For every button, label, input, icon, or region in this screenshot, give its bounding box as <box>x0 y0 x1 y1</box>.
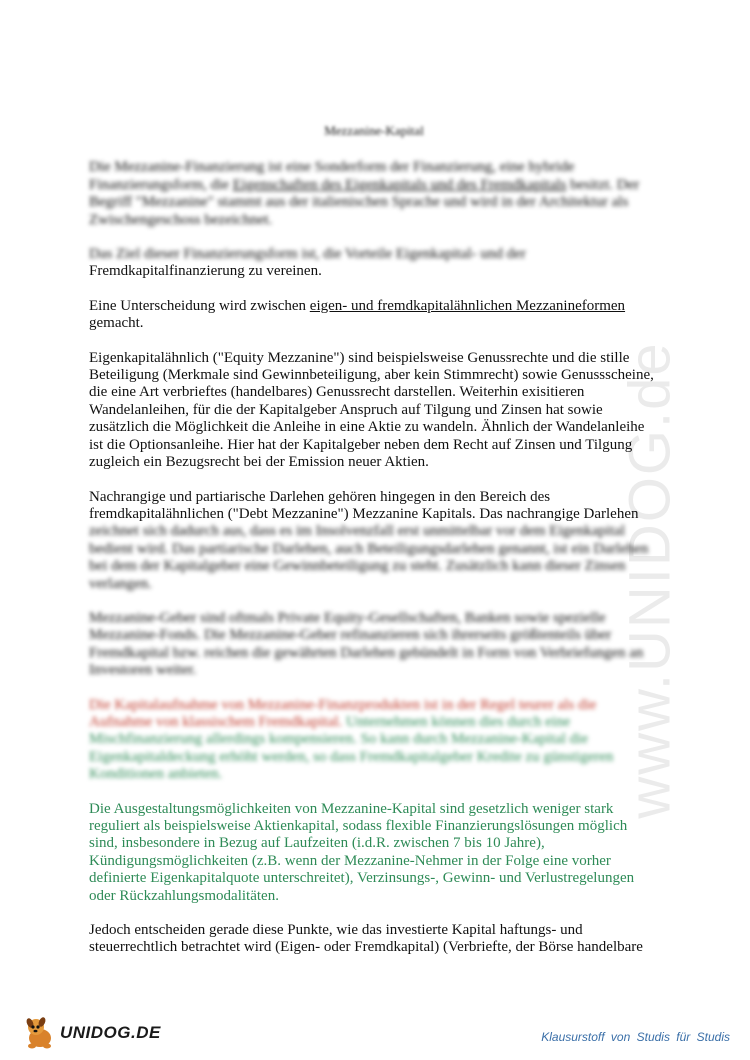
paragraph-debt-mezzanine <box>89 489 659 593</box>
costs-text-red: Die Kapitalaufnahme von Mezzanine-Finanzprodukten ist in der Regel teurer als die Aufnahme von klassischem Fremdkapital. <box>89 696 597 730</box>
logo-text: UNIDOG.DE <box>60 1023 161 1042</box>
paragraph-distinction <box>89 298 659 333</box>
unidog-logo[interactable] <box>22 1013 162 1053</box>
paragraph-mezzanine-providers: Mezzanine-Geber sind oftmals Private Equity-Gesellschaften, Banken sowie spezielle Mezzanine-Fonds. Die Mezzanine-Geber refinanzieren sich ihrerseits größtenteils über Fremdkapital bzw. reichen die gewährten Darlehen gebündelt in Form von Verbriefungen an Investoren weiter. <box>89 609 644 679</box>
intro-text-post: besitzt. Der Begriff "Mezzanine" stammt aus der italienischen Sprache und wird in der Architektur als Zwischengeschoss bezeichnet. <box>89 176 640 228</box>
footer-tagline: Klausurstoff von Studis für Studis <box>541 1030 730 1044</box>
dog-mascot-icon <box>22 1016 58 1050</box>
intro-text-pre: Die Mezzanine-Finanzierung ist eine Sonderform der Finanzierung, eine hybride Finanzierungsform, die <box>89 159 575 193</box>
paragraph-intro <box>89 159 659 229</box>
debt-text-blurred: zeichnet sich dadurch aus, dass es im Insolvenzfall erst unmittelbar vor dem Eigenkapital bedient wird. Das partiarische Darlehen, auch Beteiligungsdarlehen genannt, ist ein Darlehen bei dem der Kapitalgeber eine Gewinnbeteiligung zu steht. Zusätzlich kann dieser Zinsen verlangen. <box>89 523 649 592</box>
debt-text: Nachrangige und partiarische Darlehen gehören hingegen in den Bereich des fremdkapitalähnlichen ("Debt Mezzanine") Mezzanine Kapitals. Das nachrangige Darlehen <box>89 488 639 522</box>
goal-text-blurred: Das Ziel dieser Finanzierungsform ist, die Vorteile Eigenkapital- und der <box>89 246 526 263</box>
distinction-text-pre: Eine Unterscheidung wird zwischen <box>89 297 310 314</box>
watermark-text: www.UNIDOG.de <box>617 341 683 819</box>
paragraph-conclusion: Jedoch entscheiden gerade diese Punkte, wie das investierte Kapital haftungs- und steuerrechtlich betrachtet wird (Eigen- oder Fremdkapital) (Verbriefte, der Börse handelbare <box>89 922 643 956</box>
paragraph-goal <box>89 246 659 281</box>
intro-link[interactable]: Eigenschaften des Eigenkapitals und des Fremdkapitals <box>232 176 567 193</box>
paragraph-design-options: Die Ausgestaltungsmöglichkeiten von Mezzanine-Kapital sind gesetzlich weniger stark reguliert als beispielsweise Aktienkapital, sodass flexible Finanzierungslösungen möglich sind, insbesondere in Bezug auf Laufzeiten (i.d.R. zwischen 7 bis 10 Jahre), Kündigungsmöglichkeiten (z.B. wenn der Mezzanine-Nehmer in der Folge eine vorher definierte Eigenkapitalquote unterschreitet), Verzinsungs-, Gewinn- und Verlustregelungen oder Rückzahlungsmodalitäten. <box>89 800 635 904</box>
distinction-text-post: gemacht. <box>89 315 144 332</box>
goal-text: Fremdkapitalfinanzierung zu vereinen. <box>89 263 322 280</box>
paragraph-equity-mezzanine: Eigenkapitalähnlich ("Equity Mezzanine") sind beispielsweise Genussrechte und die stille Beteiligung (Merkmale sind Gewinnbeteiligung, aber kein Stimmrecht) sowie Genussscheine, die eine Art verbrieftes (handelbares) Genussrecht darstellen. Weiterhin exisitieren Wandelanleihen, für die der Kapitalgeber Anspruch auf Tilgung und Zinsen hat sowie zusätzlich die Möglichkeit die Anleihe in eine Aktie zu wandeln. Ähnlich der Wandelanleihe ist die Optionsanleihe. Hier hat der Kapitalgeber neben dem Recht auf Zinsen und Tilgung zugleich ein Bezugsrecht bei der Emission neuer Aktien. <box>89 349 654 471</box>
document-title: Mezzanine-Kapital <box>324 123 424 138</box>
paragraph-costs <box>89 697 659 784</box>
costs-text-green: Unternehmen können dies durch eine Mischfinanzierung allerdings kompensieren. So kann durch Mezzanine-Kapital die Eigenkapitaldeckung erhöht werden, so dass Fremdkapitalgeber Kredite zu günstigeren Konditionen anbieten. <box>89 713 614 783</box>
document-body <box>89 122 659 974</box>
distinction-link[interactable]: eigen- und fremdkapitalähnlichen Mezzanineformen <box>309 297 626 314</box>
